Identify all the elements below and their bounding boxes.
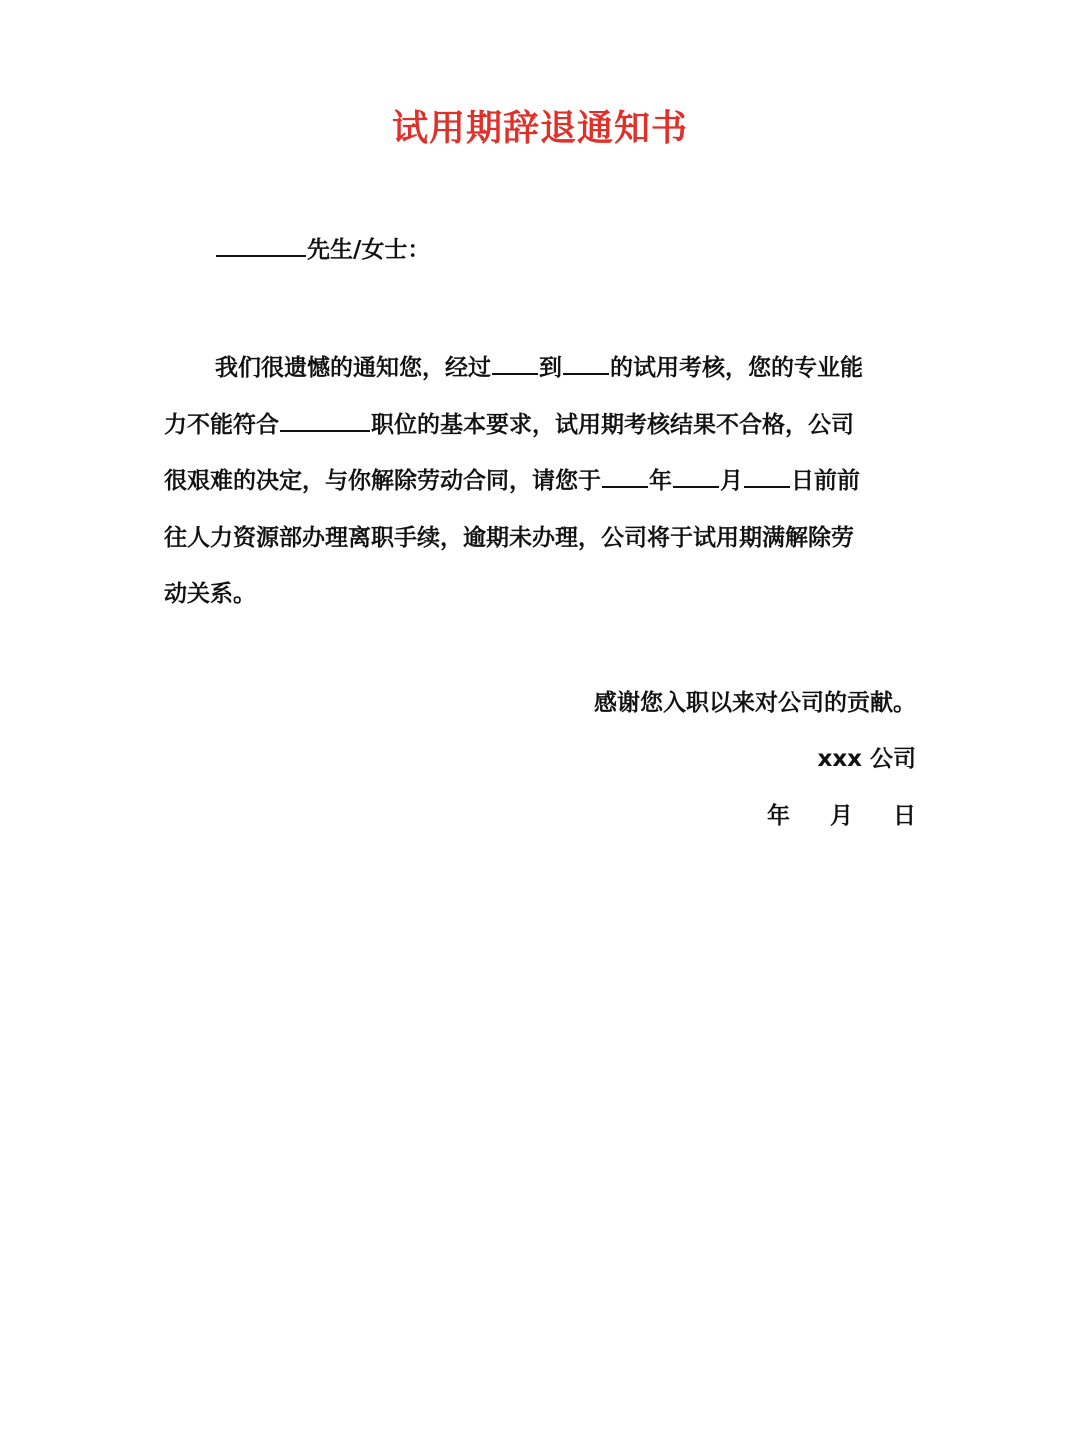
- position-blank: [280, 408, 370, 432]
- start-date-blank: [492, 351, 538, 375]
- body-line-4: 往人力资源部办理离职手续，逾期未办理，公司将于试用期满解除劳: [164, 524, 854, 551]
- date-month: 月: [830, 803, 853, 829]
- body-text: 到: [539, 355, 562, 381]
- body-text: 我们很遗憾的通知您，经过: [215, 355, 491, 381]
- signature-date: [767, 797, 916, 830]
- year-blank: [602, 464, 648, 488]
- body-text: 力不能符合: [164, 411, 279, 438]
- date-day: 日: [893, 803, 916, 829]
- end-date-blank: [563, 351, 609, 375]
- notice-body: [164, 340, 924, 623]
- body-text: 月: [720, 468, 743, 494]
- salutation: [215, 231, 430, 264]
- body-text: 日前前: [791, 468, 860, 494]
- company-signature: xxx 公司: [817, 746, 916, 772]
- body-text: 年: [649, 468, 672, 494]
- date-year: 年: [767, 803, 790, 829]
- salutation-suffix: 先生/女士：: [307, 237, 431, 263]
- closing-thanks: 感谢您入职以来对公司的贡献。: [594, 690, 916, 716]
- month-blank: [673, 464, 719, 488]
- body-line-1: [164, 340, 924, 397]
- body-line-5: 动关系。: [164, 581, 256, 607]
- body-text: 的试用考核，您的专业能: [610, 355, 863, 381]
- document-title: 试用期辞退通知书: [391, 108, 688, 149]
- name-blank: [216, 233, 306, 257]
- body-text: 很艰难的决定，与你解除劳动合同，请您于: [164, 468, 601, 494]
- body-text: 职位的基本要求，试用期考核结果不合格，公司: [371, 411, 854, 438]
- body-line-2: [164, 397, 924, 454]
- day-blank: [744, 464, 790, 488]
- body-line-3: [164, 453, 924, 510]
